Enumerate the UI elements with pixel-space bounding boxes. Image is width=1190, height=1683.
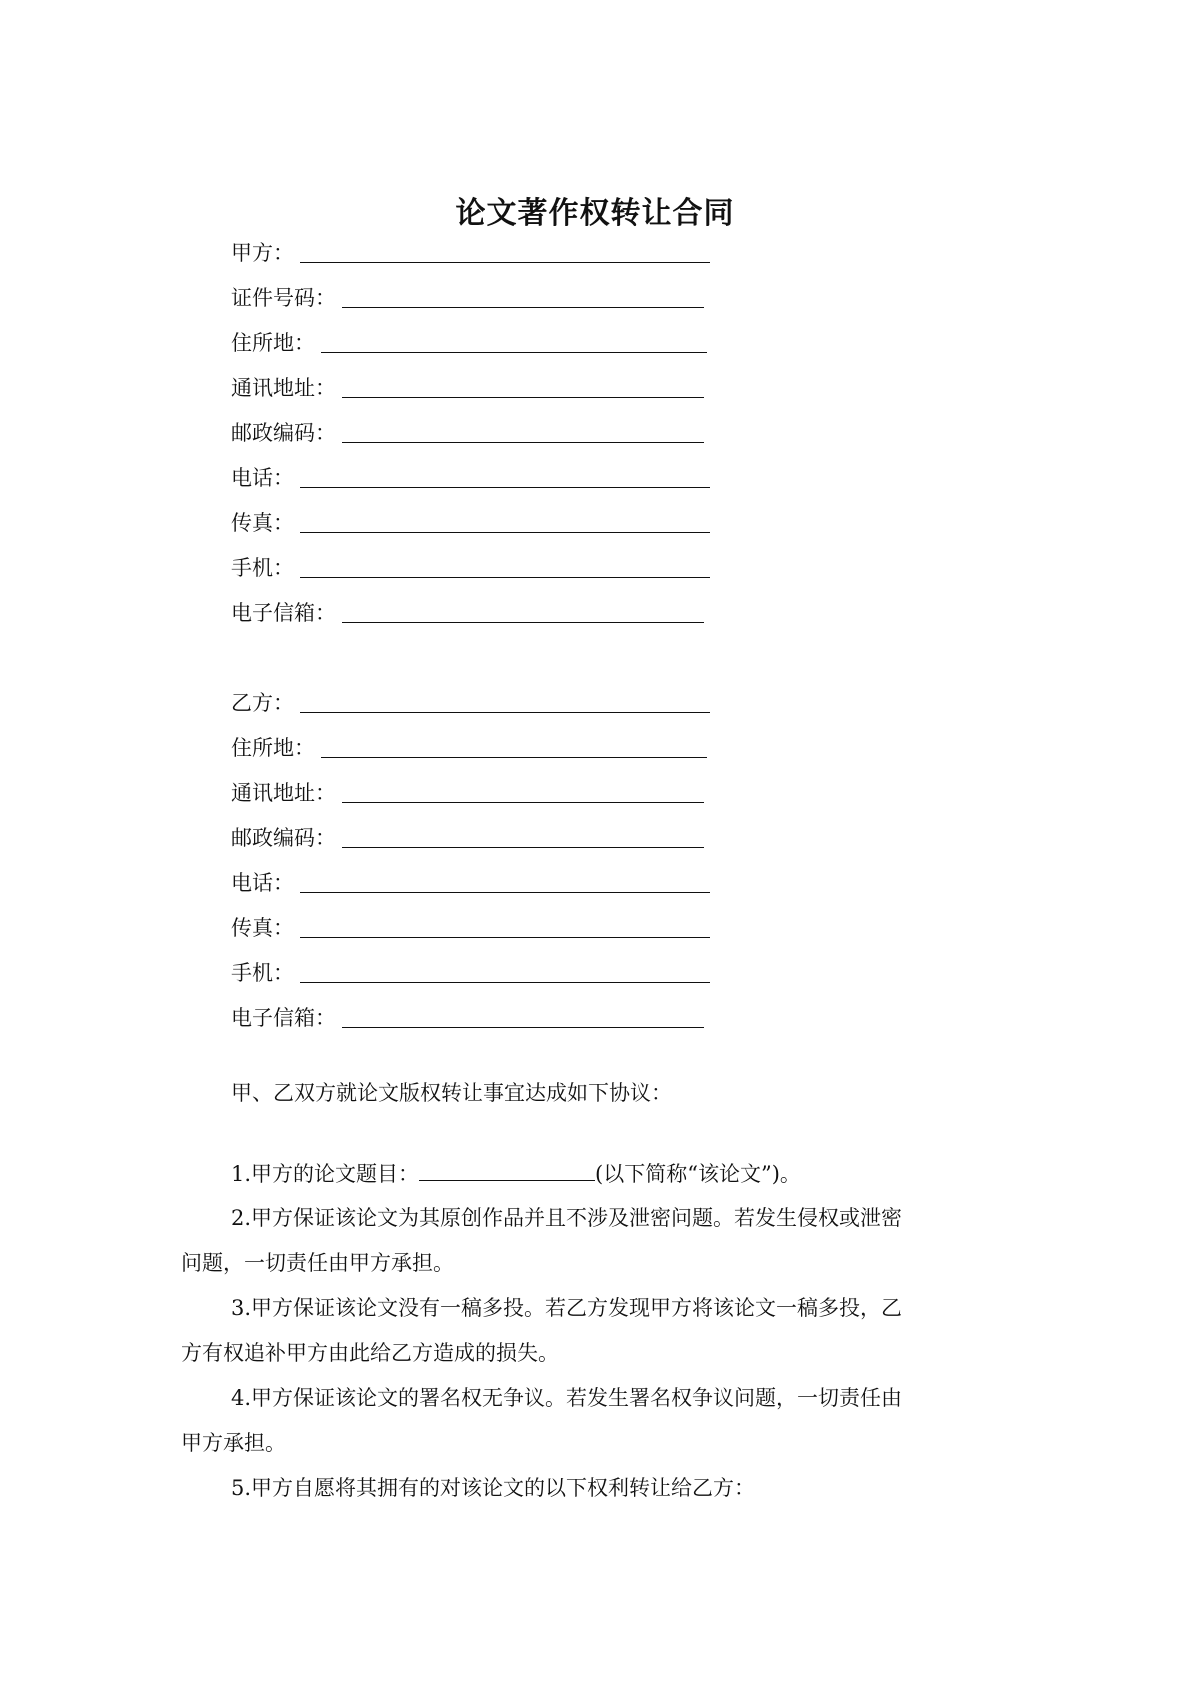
- blank-line[interactable]: [342, 441, 704, 443]
- blank-line[interactable]: [300, 981, 710, 983]
- clause-5-line-1: 5.甲方自愿将其拥有的对该论文的以下权利转让给乙方：: [231, 1476, 756, 1500]
- party-a-fax-field[interactable]: [231, 506, 710, 536]
- blank-line[interactable]: [300, 576, 710, 578]
- blank-line[interactable]: [300, 891, 710, 893]
- field-label: 电话：: [231, 466, 294, 490]
- thesis-title-blank[interactable]: [419, 1160, 595, 1181]
- party-b-residence-field[interactable]: [231, 731, 707, 761]
- blank-line[interactable]: [300, 936, 710, 938]
- blank-line[interactable]: [300, 531, 710, 533]
- clause-4-line-1: 4.甲方保证该论文的署名权无争议。若发生署名权争议问题，一切责任由: [231, 1386, 903, 1410]
- blank-line[interactable]: [342, 396, 704, 398]
- party-a-id-number-field[interactable]: [231, 281, 704, 311]
- field-label: 通讯地址：: [231, 376, 336, 400]
- party-a-address-field[interactable]: [231, 371, 704, 401]
- party-a-residence-field[interactable]: [231, 326, 707, 356]
- field-label: 传真：: [231, 916, 294, 940]
- clause-3-line-2: 方有权追补甲方由此给乙方造成的损失。: [181, 1341, 559, 1365]
- party-b-name-field[interactable]: [231, 686, 710, 716]
- clause-1: [231, 1160, 801, 1187]
- field-label: 手机：: [231, 556, 294, 580]
- clause-1-prefix: 1.甲方的论文题目：: [231, 1162, 420, 1186]
- party-b-phone-field[interactable]: [231, 866, 710, 896]
- blank-line[interactable]: [300, 711, 710, 713]
- party-a-mobile-field[interactable]: [231, 551, 710, 581]
- field-label: 通讯地址：: [231, 781, 336, 805]
- field-label: 邮政编码：: [231, 421, 336, 445]
- party-a-name-field[interactable]: [231, 236, 710, 266]
- blank-line[interactable]: [300, 261, 710, 263]
- clause-2-line-2: 问题，一切责任由甲方承担。: [181, 1251, 454, 1275]
- blank-line[interactable]: [342, 801, 704, 803]
- party-b-email-field[interactable]: [231, 1001, 704, 1031]
- field-label: 住所地：: [231, 331, 315, 355]
- blank-line[interactable]: [342, 306, 704, 308]
- field-label: 证件号码：: [231, 286, 336, 310]
- blank-line[interactable]: [321, 351, 707, 353]
- blank-line[interactable]: [342, 621, 704, 623]
- blank-line[interactable]: [342, 1026, 704, 1028]
- party-b-mobile-field[interactable]: [231, 956, 710, 986]
- party-a-email-field[interactable]: [231, 596, 704, 626]
- party-b-address-field[interactable]: [231, 776, 704, 806]
- field-label: 住所地：: [231, 736, 315, 760]
- clause-2-line-1: 2.甲方保证该论文为其原创作品并且不涉及泄密问题。若发生侵权或泄密: [231, 1206, 903, 1230]
- field-label: 电子信箱：: [231, 601, 336, 625]
- field-label: 乙方：: [231, 691, 294, 715]
- intro-paragraph: 甲、乙双方就论文版权转让事宜达成如下协议：: [231, 1081, 672, 1105]
- blank-line[interactable]: [321, 756, 707, 758]
- blank-line[interactable]: [300, 486, 710, 488]
- blank-line[interactable]: [342, 846, 704, 848]
- clause-1-suffix: (以下简称“该论文”)。: [595, 1162, 801, 1186]
- field-label: 手机：: [231, 961, 294, 985]
- field-label: 传真：: [231, 511, 294, 535]
- party-a-phone-field[interactable]: [231, 461, 710, 491]
- party-a-postcode-field[interactable]: [231, 416, 704, 446]
- field-label: 电话：: [231, 871, 294, 895]
- party-b-postcode-field[interactable]: [231, 821, 704, 851]
- clause-3-line-1: 3.甲方保证该论文没有一稿多投。若乙方发现甲方将该论文一稿多投，乙: [231, 1296, 903, 1320]
- field-label: 甲方：: [231, 241, 294, 265]
- field-label: 电子信箱：: [231, 1006, 336, 1030]
- clause-4-line-2: 甲方承担。: [181, 1431, 286, 1455]
- field-label: 邮政编码：: [231, 826, 336, 850]
- party-b-fax-field[interactable]: [231, 911, 710, 941]
- document-title: 论文著作权转让合同: [455, 196, 735, 231]
